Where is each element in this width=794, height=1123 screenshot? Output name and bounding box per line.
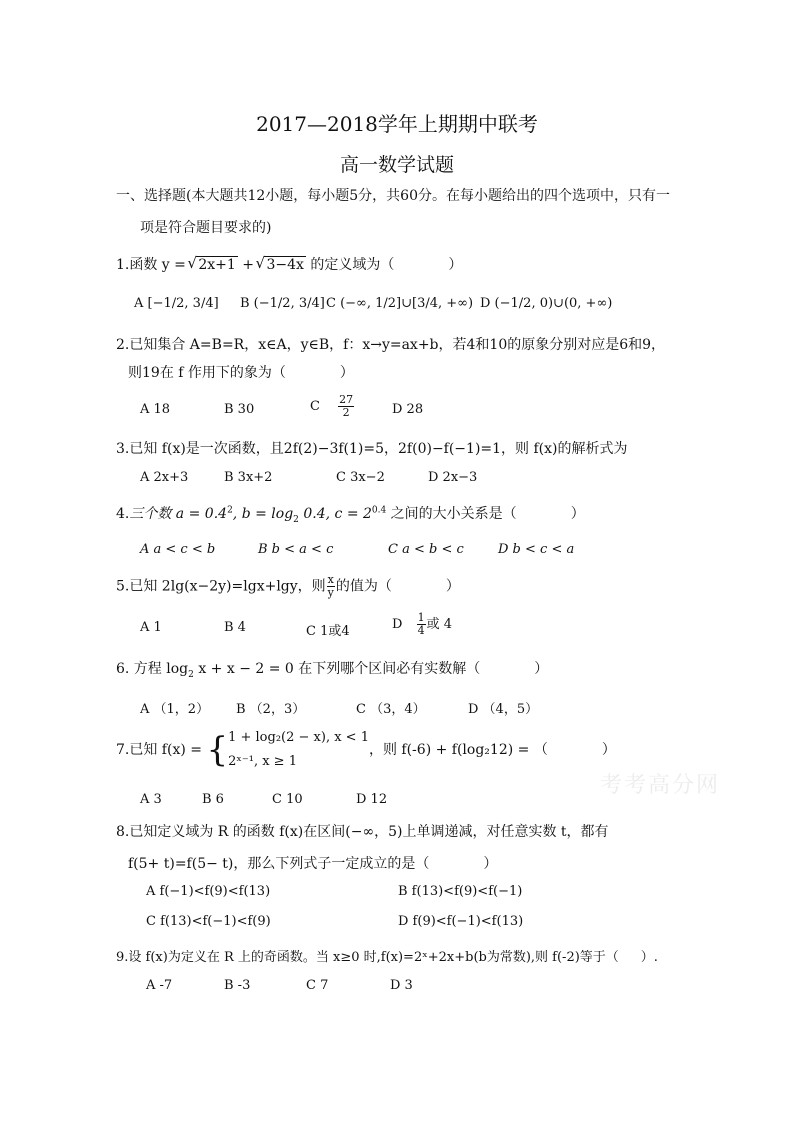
sqrt-expression: √ 3−4x — [264, 256, 305, 273]
question-7-stem: 7.已知 f(x) = { 1 + log₂(2 − x), x < 1 2ˣ⁻¹, x ≥ 1 ，则 f(-6) + f(log₂12) = （ ） — [116, 726, 616, 774]
question-8-option-d: D f(9)<f(−1)<f(13) — [398, 914, 524, 929]
fraction: $\frac{x}{y}$ — [327, 573, 334, 599]
piecewise-cases: 1 + log₂(2 − x), x < 1 2ˣ⁻¹, x ≥ 1 — [228, 730, 369, 769]
question-6-stem: 6. 方程 $\log_2 x + x - 2 = 0$ 在下列哪个区间必有实数解（ ） — [116, 661, 549, 680]
question-8-option-a: A f(−1)<f(9)<f(13) — [146, 884, 271, 899]
section-heading-line2: 项是符合题目要求的) — [140, 220, 272, 236]
question-1-option-c: C (−∞, 1/2]∪[3/4, +∞) — [326, 296, 474, 311]
question-9-option-a: A -7 — [146, 978, 173, 993]
question-2-stem: 2.已知集合 A=B=R，x∈A，y∈B，f：x→y=ax+b，若4和10的原象分别对应是6和9， — [116, 337, 666, 353]
watermark: 考考高分网 — [600, 773, 721, 798]
exam-subtitle: 高一数学试题 — [339, 154, 454, 176]
question-2-option-b: B 30 — [224, 402, 255, 417]
question-6-option-d: D （4，5） — [468, 702, 539, 717]
question-5-option-d: D $\frac{1}{4}$ 或 4 — [392, 611, 452, 637]
question-9-option-c: C 7 — [306, 978, 329, 993]
fraction: $\frac{27}{2}$ — [339, 393, 354, 419]
question-2-option-a: A 18 — [140, 402, 171, 417]
question-3-option-b: B 3x+2 — [224, 470, 273, 485]
question-8-option-b: B f(13)<f(9)<f(−1) — [398, 884, 523, 899]
question-7-option-a: A 3 — [140, 792, 162, 807]
question-1-stem: 1.函数 y = √ 2x+1 + √ 3−4x 的定义域为（ ） — [116, 254, 462, 274]
question-2-stem-cont: 则19在 f 作用下的象为（ ） — [128, 365, 354, 381]
question-4-option-d: D b < c < a — [498, 542, 575, 557]
question-3-option-a: A 2x+3 — [140, 470, 189, 485]
question-1-option-d: D (−1/2, 0)∪(0, +∞) — [480, 296, 613, 311]
question-5-option-b: B 4 — [224, 620, 246, 635]
question-9-option-b: B -3 — [224, 978, 251, 993]
question-7-option-d: D 12 — [356, 792, 388, 807]
question-8-stem: 8.已知定义域为 R 的函数 f(x)在区间(−∞，5)上单调递减，对任意实数 t，都有 — [116, 824, 609, 840]
question-3-option-d: D 2x−3 — [428, 470, 478, 485]
question-6-option-b: B （2，3） — [236, 702, 306, 717]
question-2-option-d: D 28 — [392, 402, 424, 417]
question-5-option-a: A 1 — [140, 620, 162, 635]
question-9-stem: 9.设 f(x)为定义在 R 上的奇函数。当 x≥0 时,f(x)=2ˣ+2x+b(b为常数),则 f(-2)等于（ ）. — [116, 950, 658, 965]
question-4-stem: 4.三个数 $a = 0.4^2$, $b = \log_2 0.4$, $c = 2^{0.4}$ 之间的大小关系是（ ） — [116, 505, 585, 525]
question-4-option-b: B b < a < c — [258, 542, 334, 557]
question-6-option-a: A （1，2） — [140, 702, 210, 717]
brace-symbol: { — [206, 730, 229, 770]
question-4-option-c: C a < b < c — [388, 542, 464, 557]
question-2-option-c: C $\frac{27}{2}$ — [310, 393, 354, 419]
question-7-option-b: B 6 — [202, 792, 224, 807]
question-5-stem: 5.已知 2lg(x−2y)=lgx+lgy，则 $\frac{x}{y}$ 的值为（ ） — [116, 573, 460, 599]
question-4-option-a: A a < c < b — [140, 542, 216, 557]
question-8-stem-cont: f(5+ t)=f(5− t)，那么下列式子一定成立的是（ ） — [128, 856, 498, 872]
question-1-option-a: A [−1/2, 3/4] — [134, 296, 219, 311]
sqrt-expression: √ 2x+1 — [196, 256, 237, 273]
question-8-option-c: C f(13)<f(−1)<f(9) — [146, 914, 271, 929]
question-7-option-c: C 10 — [272, 792, 303, 807]
question-5-option-c: C 1或4 — [306, 624, 350, 639]
fraction: $\frac{1}{4}$ — [417, 611, 425, 637]
section-heading-line1: 一、选择题(本大题共12小题，每小题5分，共60分。在每小题给出的四个选项中，只有一 — [116, 188, 670, 204]
exam-title: 2017—2018学年上期期中联考 — [256, 112, 538, 136]
question-6-option-c: C （3，4） — [356, 702, 426, 717]
question-1-option-b: B (−1/2, 3/4] — [240, 296, 325, 311]
question-9-option-d: D 3 — [390, 978, 413, 993]
question-3-stem: 3.已知 f(x)是一次函数，且2f(2)−3f(1)=5，2f(0)−f(−1)=1，则 f(x)的解析式为 — [116, 441, 628, 457]
question-3-option-c: C 3x−2 — [336, 470, 385, 485]
